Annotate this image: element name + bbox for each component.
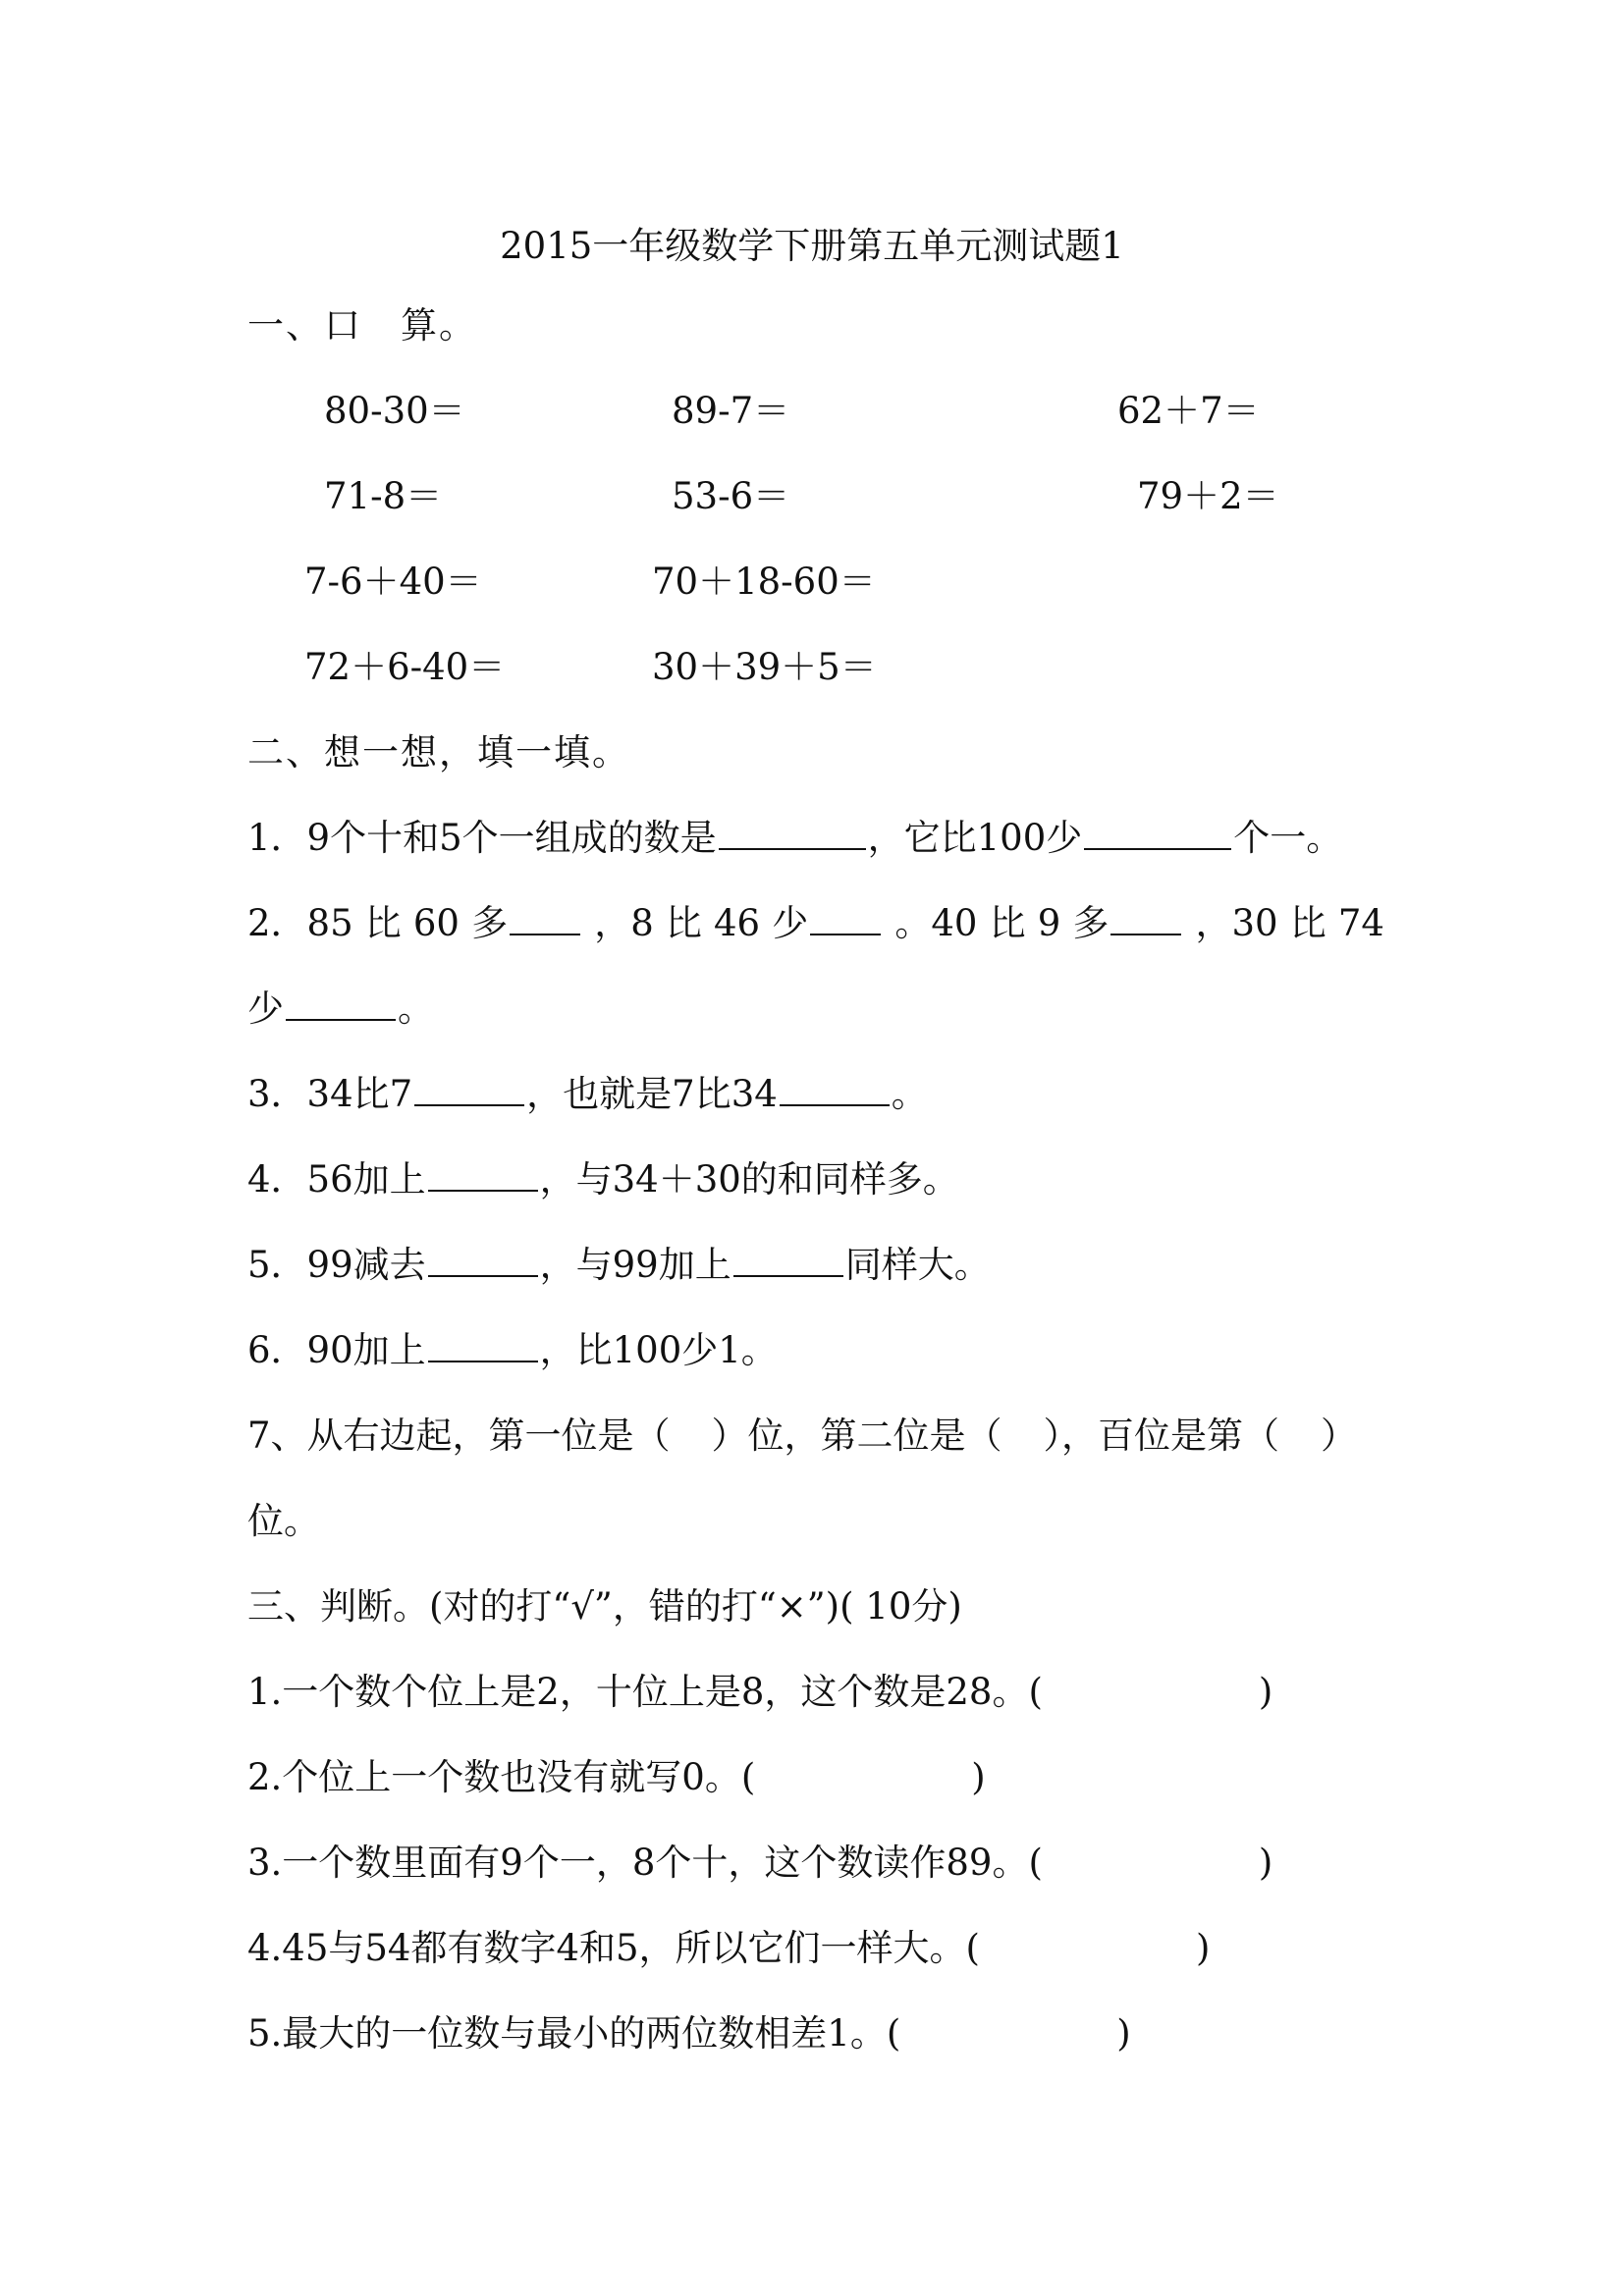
fill-question-6 bbox=[247, 1327, 778, 1374]
question-text: 少 bbox=[247, 988, 284, 1030]
question-text: 个一。 bbox=[1233, 817, 1343, 859]
question-text: 2．85 bbox=[247, 902, 353, 944]
question-text: 2.个位上一个数也没有就写0。( bbox=[247, 1756, 756, 1798]
question-text: ，8 bbox=[594, 902, 654, 944]
judge-item bbox=[247, 1754, 986, 1801]
calc-item: 89-7＝ bbox=[672, 390, 790, 432]
question-text: 比 bbox=[665, 902, 702, 944]
judge-item bbox=[247, 1925, 1210, 1972]
question-text: 4．56加上 bbox=[247, 1158, 426, 1201]
question-text: ，与99加上 bbox=[539, 1244, 731, 1286]
section3-heading: 三、判断。(对的打“√”，错的打“×”)( 10分) bbox=[247, 1585, 962, 1628]
fill-question-4 bbox=[247, 1156, 959, 1203]
fill-question-2 bbox=[247, 900, 1384, 947]
question-text: 多 bbox=[471, 902, 509, 944]
answer-blank[interactable] bbox=[414, 1071, 524, 1106]
fill-question-3 bbox=[247, 1071, 928, 1118]
question-text: 3．34比7 bbox=[247, 1073, 413, 1115]
question-text: 多 bbox=[1072, 902, 1110, 944]
question-text: ） bbox=[1321, 1415, 1358, 1457]
answer-blank[interactable] bbox=[428, 1327, 538, 1362]
question-text: 74 bbox=[1337, 902, 1384, 944]
answer-blank[interactable] bbox=[1110, 900, 1181, 935]
fill-question-7-cont bbox=[247, 1498, 320, 1545]
question-text: 1.一个数个位上是2，十位上是8，这个数是28。( bbox=[247, 1671, 1043, 1713]
question-text: 60 bbox=[412, 902, 460, 944]
question-text: 。 bbox=[891, 1073, 928, 1115]
answer-blank[interactable] bbox=[428, 1242, 538, 1277]
question-text: 比 bbox=[1289, 902, 1326, 944]
calc-item: 7-6＋40＝ bbox=[304, 561, 482, 603]
question-text: ，比100少1。 bbox=[539, 1329, 778, 1371]
question-text: ，它比100少 bbox=[867, 817, 1083, 859]
judge-item bbox=[247, 1840, 1272, 1887]
question-text: 位。 bbox=[247, 1500, 320, 1542]
answer-blank[interactable] bbox=[810, 900, 881, 935]
question-text: 同样大。 bbox=[844, 1244, 991, 1286]
fill-question-1 bbox=[247, 815, 1342, 862]
fill-question-7 bbox=[247, 1413, 1357, 1460]
question-text: 7、从右边起，第一位是（ bbox=[247, 1415, 671, 1457]
close-paren: ) bbox=[1258, 1842, 1273, 1884]
fill-question-2-cont bbox=[247, 986, 434, 1033]
calc-item: 71-8＝ bbox=[324, 475, 443, 517]
question-text: ），百位是第（ bbox=[1043, 1415, 1280, 1457]
fill-question-5 bbox=[247, 1242, 991, 1289]
close-paren: ) bbox=[1258, 1671, 1273, 1713]
calc-item: 80-30＝ bbox=[324, 390, 465, 432]
question-text: 少 bbox=[772, 902, 809, 944]
question-text: 4.45与54都有数字4和5，所以它们一样大。( bbox=[247, 1927, 980, 1969]
calc-item: 70＋18-60＝ bbox=[652, 561, 876, 603]
page-title: 2015一年级数学下册第五单元测试题1 bbox=[500, 225, 1124, 267]
question-text: 。 bbox=[398, 988, 434, 1030]
close-paren: ) bbox=[971, 1756, 986, 1798]
question-text: 9 bbox=[1037, 902, 1061, 944]
calc-item: 72＋6-40＝ bbox=[304, 646, 506, 688]
question-text: 。40 bbox=[894, 902, 978, 944]
question-text: 5.最大的一位数与最小的两位数相差1。( bbox=[247, 2012, 901, 2055]
question-text: ）位，第二位是（ bbox=[711, 1415, 1002, 1457]
question-text: ，也就是7比34 bbox=[526, 1073, 778, 1115]
section2-heading: 二、想一想，填一填。 bbox=[247, 731, 630, 774]
section1-heading: 一、口 算。 bbox=[247, 304, 477, 347]
question-text: 46 bbox=[714, 902, 761, 944]
calc-item: 53-6＝ bbox=[672, 475, 790, 517]
close-paren: ) bbox=[1195, 1927, 1211, 1969]
answer-blank[interactable] bbox=[510, 900, 580, 935]
answer-blank[interactable] bbox=[780, 1071, 890, 1106]
answer-blank[interactable] bbox=[1084, 815, 1231, 850]
question-text: ，与34＋30的和同样多。 bbox=[539, 1158, 959, 1201]
question-text: 5．99减去 bbox=[247, 1244, 426, 1286]
answer-blank[interactable] bbox=[733, 1242, 843, 1277]
answer-blank[interactable] bbox=[428, 1156, 538, 1192]
judge-item bbox=[247, 1669, 1272, 1716]
question-text: 比 bbox=[364, 902, 402, 944]
question-text: 6．90加上 bbox=[247, 1329, 426, 1371]
question-text: ，30 bbox=[1195, 902, 1278, 944]
answer-blank[interactable] bbox=[286, 986, 396, 1021]
calc-item: 62＋7＝ bbox=[1117, 390, 1260, 432]
question-text: 比 bbox=[989, 902, 1026, 944]
close-paren: ) bbox=[1116, 2012, 1131, 2055]
calc-item: 30＋39＋5＝ bbox=[652, 646, 877, 688]
judge-item bbox=[247, 2010, 1131, 2057]
question-text: 3.一个数里面有9个一，8个十，这个数读作89。( bbox=[247, 1842, 1043, 1884]
answer-blank[interactable] bbox=[719, 815, 866, 850]
question-text: 1．9个十和5个一组成的数是 bbox=[247, 817, 717, 859]
calc-item: 79＋2＝ bbox=[1137, 475, 1279, 517]
